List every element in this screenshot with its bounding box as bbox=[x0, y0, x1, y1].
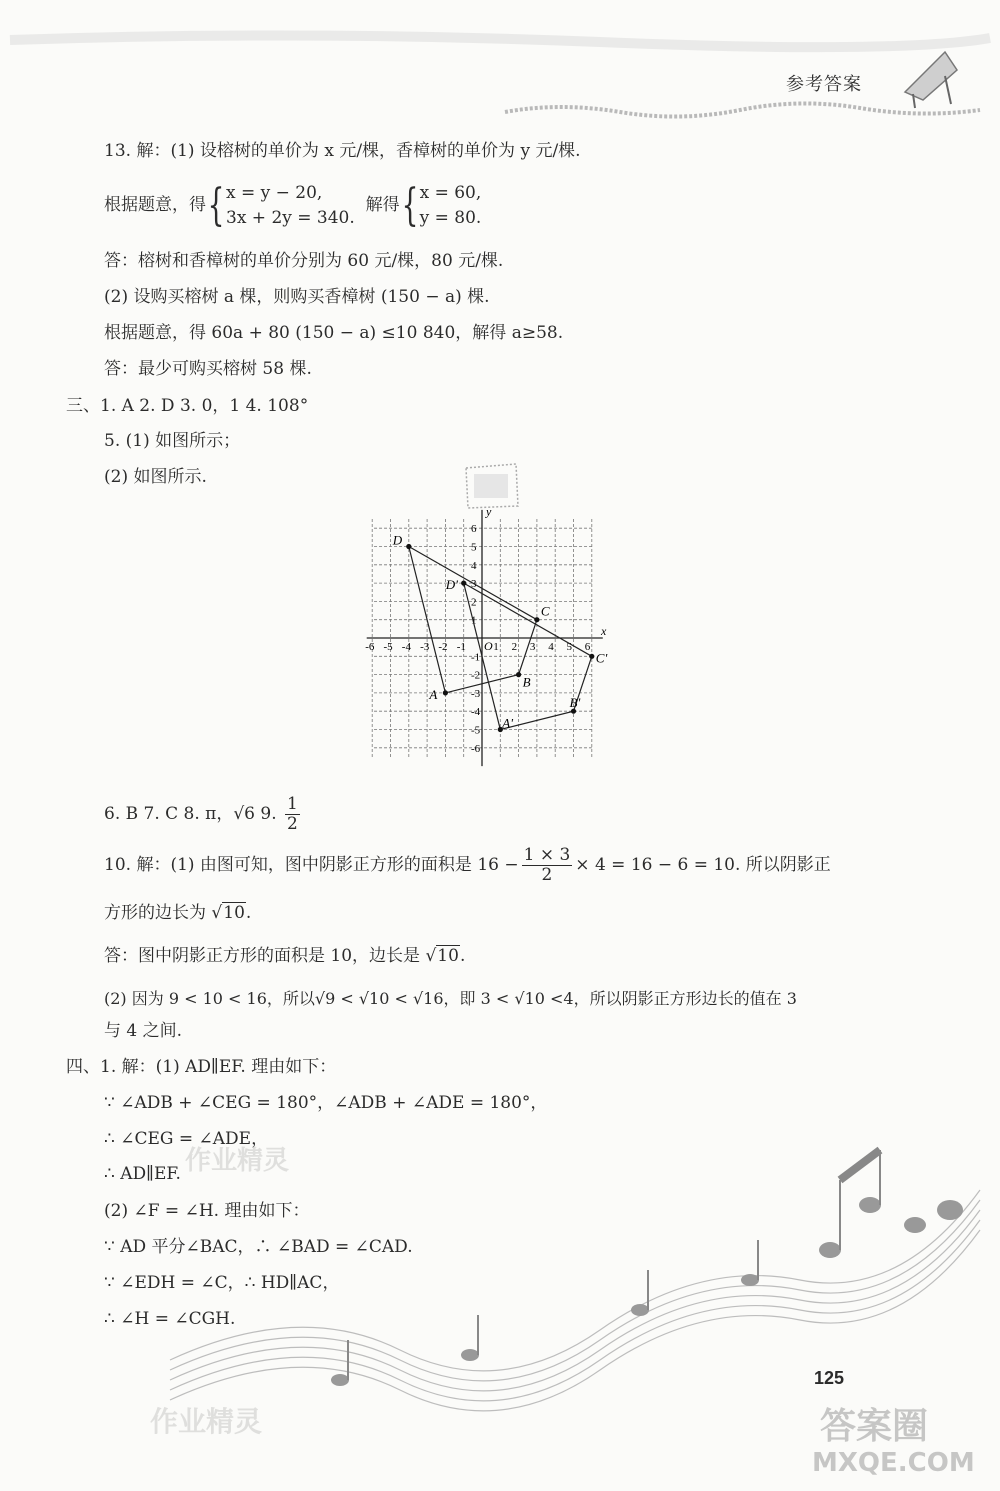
music-note-icon bbox=[741, 1274, 759, 1286]
x-tick-label: 5 bbox=[566, 641, 572, 653]
q10-c3: . bbox=[245, 903, 252, 923]
point-label: C' bbox=[595, 650, 608, 666]
point-marker bbox=[461, 581, 466, 586]
sec3-line1: 三、1. A 2. D 3. 0，1 4. 108° bbox=[66, 396, 309, 416]
sec4-line4: ∴ AD∥EF. bbox=[104, 1164, 181, 1184]
point-marker bbox=[516, 672, 521, 677]
y-tick-label: 1 bbox=[471, 614, 477, 627]
music-note-icon bbox=[937, 1200, 963, 1220]
coordinate-graph bbox=[360, 498, 620, 778]
sec4-line2: ∵ ∠ADB + ∠CEG = 180°，∠ADB + ∠ADE = 180°， bbox=[104, 1093, 548, 1113]
watermark-1: 作业精灵 bbox=[185, 1146, 290, 1176]
q10-d2: 10 bbox=[437, 946, 459, 966]
y-tick-label: -5 bbox=[471, 724, 481, 737]
y-tick-label: 5 bbox=[471, 541, 477, 554]
sec3-line3: (2) 如图所示. bbox=[104, 467, 207, 487]
sec3-line2: 5. (1) 如图所示； bbox=[104, 431, 241, 451]
q13-system1 bbox=[226, 181, 355, 231]
q10-line4: (2) 因为 9 < 10 < 16，所以√9 < √10 < √16，即 3 < √10 <4，所以阴影正方形边长的值在 3 bbox=[104, 989, 797, 1008]
sol2: y = 80. bbox=[419, 207, 482, 228]
x-tick-label: 2 bbox=[511, 641, 518, 653]
sec4-line1: 四、1. 解：(1) AD∥EF. 理由如下： bbox=[66, 1057, 337, 1077]
frac-den: 2 bbox=[541, 865, 553, 885]
q10-line3: 答：图中阴影正方形的面积是 10，边长是 √10. bbox=[104, 946, 466, 966]
q13-mid: 解得 bbox=[365, 195, 400, 215]
music-note-icon bbox=[819, 1242, 841, 1258]
y-tick-label: -6 bbox=[471, 742, 481, 755]
origin-label: O bbox=[484, 639, 493, 653]
q13-line4: (2) 设购买榕树 a 棵，则购买香樟树 (150 − a) 棵. bbox=[104, 287, 490, 307]
frac-num: 1 × 3 bbox=[523, 845, 571, 865]
y-tick-label: -2 bbox=[471, 669, 481, 682]
music-note-icon bbox=[904, 1217, 926, 1233]
point-label: B bbox=[522, 674, 531, 690]
y-tick-label: -4 bbox=[471, 706, 481, 719]
q10-line2: 方形的边长为 √10. bbox=[104, 903, 252, 923]
q13-line1: 13. 解：(1) 设榕树的单价为 x 元/棵，香樟树的单价为 y 元/棵. bbox=[104, 141, 581, 161]
y-tick-label: -3 bbox=[471, 687, 481, 700]
point-marker bbox=[534, 617, 539, 622]
y-tick-label: 2 bbox=[471, 596, 477, 609]
brace-icon: { bbox=[401, 179, 418, 231]
point-marker bbox=[589, 654, 594, 659]
q13-line6: 答：最少可购买榕树 58 棵. bbox=[104, 359, 312, 379]
q13-prefix: 根据题意，得 bbox=[104, 195, 206, 215]
q6-9-text: 6. B 7. C 8. π，√6 9. bbox=[104, 804, 277, 824]
music-note-icon bbox=[331, 1374, 349, 1386]
sol1: x = 60, bbox=[419, 182, 482, 203]
point-label: A' bbox=[502, 715, 514, 731]
page-header-title: 参考答案 bbox=[786, 74, 862, 95]
sec4-line3: ∴ ∠CEG = ∠ADE， bbox=[104, 1129, 269, 1149]
y-tick-label: -1 bbox=[471, 651, 481, 664]
q10-line1 bbox=[104, 843, 831, 887]
sec4-line7: ∵ ∠EDH = ∠C，∴ HD∥AC， bbox=[104, 1273, 340, 1293]
y-axis-label: y bbox=[486, 504, 492, 519]
q10-d1: 答：图中阴影正方形的面积是 10，边长是 bbox=[104, 946, 426, 966]
x-axis-label: x bbox=[600, 624, 607, 638]
sec4-line5: (2) ∠F = ∠H. 理由如下： bbox=[104, 1201, 310, 1221]
q13-line2 bbox=[104, 180, 481, 231]
q13-system2 bbox=[420, 181, 482, 231]
fraction-half bbox=[285, 795, 300, 834]
y-tick-label: 4 bbox=[471, 559, 477, 572]
x-tick-label: 6 bbox=[584, 641, 591, 653]
watermark-3: 答案圈 bbox=[820, 1406, 929, 1447]
q10-c1: 方形的边长为 bbox=[104, 903, 212, 923]
y-tick-label: 6 bbox=[471, 523, 477, 536]
q13-line5: 根据题意，得 60a + 80 (150 − a) ≤10 840，解得 a≥58. bbox=[104, 323, 564, 343]
sec3-line6 bbox=[104, 792, 303, 836]
eq2: 3x + 2y = 340. bbox=[226, 207, 355, 228]
point-label: B' bbox=[569, 695, 581, 711]
y-tick-label: 3 bbox=[471, 578, 477, 591]
eq1: x = y − 20, bbox=[226, 182, 323, 203]
frac-den: 2 bbox=[287, 814, 298, 834]
beach-chair-icon bbox=[905, 52, 957, 108]
q10-text-a: 10. 解：(1) 由图可知，图中阴影正方形的面积是 16 − bbox=[104, 855, 519, 875]
point-label: A bbox=[429, 686, 438, 702]
x-tick-label: 3 bbox=[529, 641, 536, 653]
sec4-line8: ∴ ∠H = ∠CGH. bbox=[104, 1309, 236, 1329]
sec4-line6: ∵ AD 平分∠BAC，∴ ∠BAD = ∠CAD. bbox=[104, 1237, 413, 1257]
x-tick-label: 4 bbox=[548, 641, 554, 653]
music-note-icon bbox=[461, 1349, 479, 1361]
brace-icon: { bbox=[207, 179, 225, 231]
q13-line3: 答：榕树和香樟树的单价分别为 60 元/棵，80 元/棵. bbox=[104, 251, 504, 271]
q10-c2: 10 bbox=[223, 903, 245, 923]
point-label: D bbox=[392, 532, 403, 548]
x-tick-label: -5 bbox=[383, 641, 393, 653]
q10-d3: . bbox=[459, 946, 466, 966]
watermark-2: 作业精灵 bbox=[150, 1405, 263, 1438]
x-tick-label: -6 bbox=[365, 641, 375, 653]
x-tick-label: -3 bbox=[420, 641, 430, 653]
music-note-icon bbox=[859, 1197, 881, 1213]
x-tick-label: -2 bbox=[438, 641, 448, 653]
point-marker bbox=[443, 690, 448, 695]
fraction-1x3-2 bbox=[522, 846, 573, 885]
point-marker bbox=[406, 544, 411, 549]
x-tick-label: -1 bbox=[456, 641, 466, 653]
x-tick-label: -4 bbox=[401, 641, 411, 653]
watermark-4: MXQE.COM bbox=[812, 1448, 975, 1478]
q10-text-b: × 4 = 16 − 6 = 10. 所以阴影正 bbox=[575, 855, 831, 875]
frac-num: 1 bbox=[287, 794, 298, 814]
point-label: C bbox=[540, 603, 550, 619]
x-tick-label: 1 bbox=[493, 641, 499, 653]
q10-line5: 与 4 之间. bbox=[104, 1021, 183, 1041]
point-label: D' bbox=[445, 577, 458, 593]
music-note-icon bbox=[631, 1304, 649, 1316]
page-number: 125 bbox=[814, 1368, 845, 1388]
